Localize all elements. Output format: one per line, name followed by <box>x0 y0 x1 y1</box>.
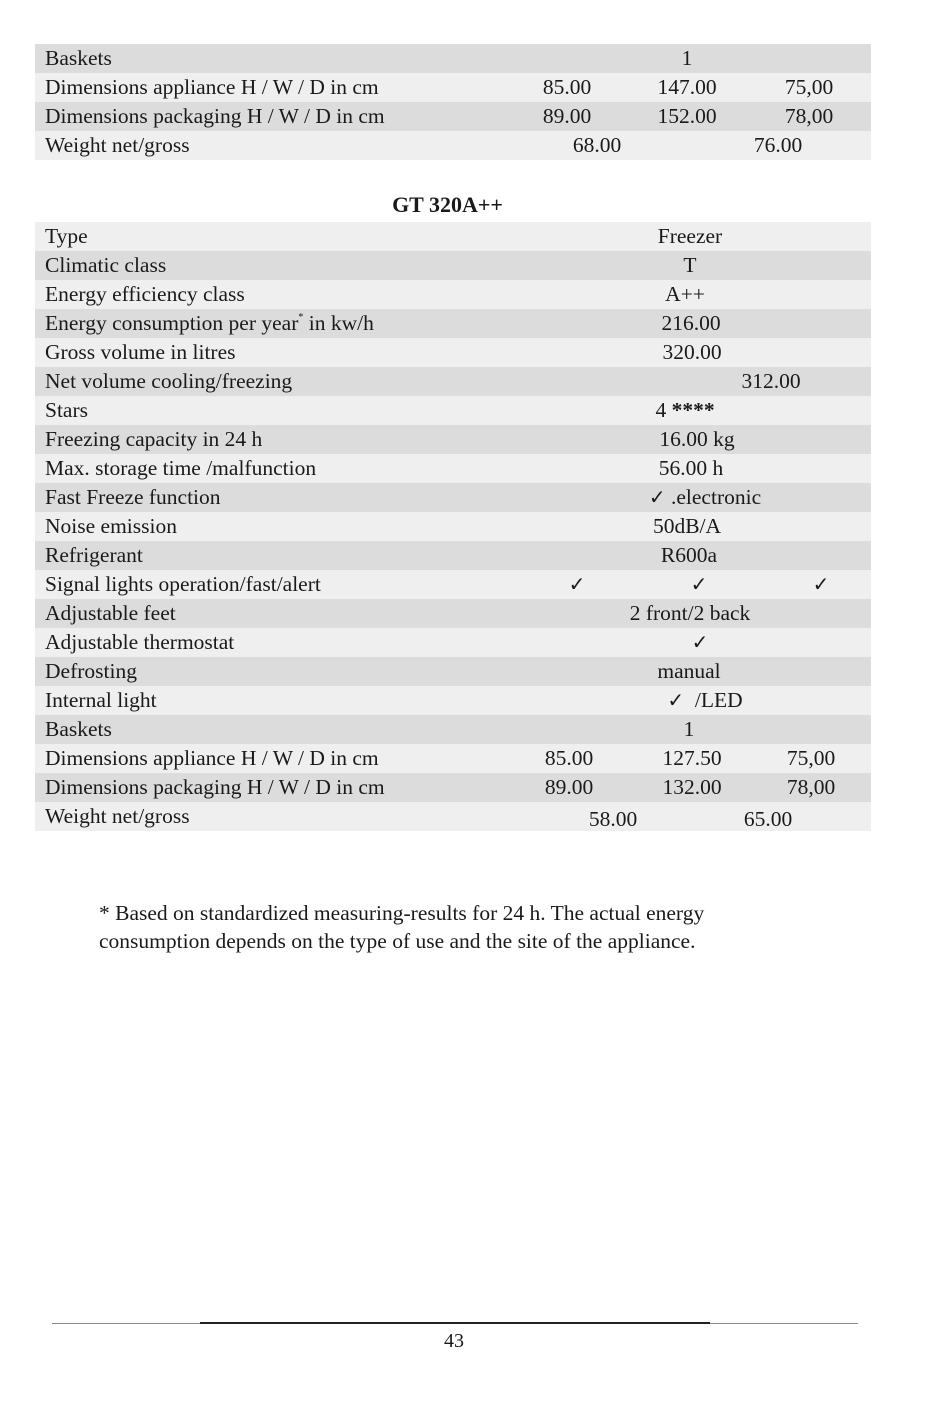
row-value: 16.00 kg <box>659 427 735 451</box>
table-row <box>35 512 871 541</box>
row-label: Energy efficiency class <box>45 282 245 306</box>
row-label: Signal lights operation/fast/alert <box>45 572 321 596</box>
row-label: Internal light <box>45 688 157 712</box>
row-label: Dimensions packaging H / W / D in cm <box>45 775 385 799</box>
table-row <box>35 222 871 251</box>
row-value: manual <box>657 659 721 683</box>
table-row <box>35 773 871 802</box>
row-label: Refrigerant <box>45 543 143 567</box>
row-label: Baskets <box>45 717 112 741</box>
row-value: 152.00 <box>657 104 717 128</box>
row-value: 1 <box>681 46 693 70</box>
row-value: 75,00 <box>786 746 836 770</box>
row-value: ✓ /LED <box>667 688 743 712</box>
row-label: Dimensions packaging H / W / D in cm <box>45 104 385 128</box>
row-value: 76.00 <box>753 133 803 157</box>
checkmark-icon: ✓ <box>812 572 830 596</box>
table-row <box>35 131 871 160</box>
row-label: Weight net/gross <box>45 804 190 828</box>
row-value: 312.00 <box>741 369 801 393</box>
row-label: Type <box>45 224 88 248</box>
row-label: Dimensions appliance H / W / D in cm <box>45 746 379 770</box>
row-value: ✓ .electronic <box>648 485 762 509</box>
row-label: Dimensions appliance H / W / D in cm <box>45 75 379 99</box>
footnote <box>99 899 859 955</box>
row-value: 320.00 <box>662 340 722 364</box>
row-value: 89.00 <box>544 775 594 799</box>
row-value: Freezer <box>657 224 723 248</box>
row-value: 85.00 <box>544 746 594 770</box>
table-row <box>35 541 871 570</box>
page-number: 43 <box>444 1330 464 1352</box>
row-label: Climatic class <box>45 253 167 277</box>
table-row <box>35 454 871 483</box>
row-label: Fast Freeze function <box>45 485 221 509</box>
row-value: 78,00 <box>786 775 836 799</box>
row-value: R600a <box>660 543 718 567</box>
row-label: Noise emission <box>45 514 177 538</box>
table-row <box>35 628 871 657</box>
row-value: 89.00 <box>542 104 592 128</box>
table-row <box>35 251 871 280</box>
row-label: Gross volume in litres <box>45 340 236 364</box>
row-value: A++ <box>665 282 705 306</box>
table-row <box>35 657 871 686</box>
row-value: 147.00 <box>657 75 717 99</box>
row-label: Adjustable feet <box>45 601 176 625</box>
row-value: 58.00 <box>588 807 638 831</box>
table-row <box>35 102 871 131</box>
footnote-line: consumption depends on the type of use and the site of the appliance. <box>99 929 696 953</box>
row-label: Stars <box>45 398 88 422</box>
table-row <box>35 73 871 102</box>
checkmark-icon: ✓ <box>690 572 708 596</box>
row-label: Net volume cooling/freezing <box>45 369 293 393</box>
model-title: GT 320A++ <box>392 192 503 217</box>
footnote-line: * Based on standardized measuring-results for 24 h. The actual energy <box>99 901 705 925</box>
row-label: Energy consumption per year* in kw/h <box>45 311 374 335</box>
table-row <box>35 715 871 744</box>
row-label: Baskets <box>45 46 112 70</box>
table-row <box>35 280 871 309</box>
table-row <box>35 44 871 73</box>
table-row <box>35 396 871 425</box>
row-value: 2 front/2 back <box>629 601 751 625</box>
checkmark-icon: ✓ <box>648 485 666 509</box>
table-row <box>35 338 871 367</box>
checkmark-icon: ✓ <box>568 572 586 596</box>
table-row <box>35 483 871 512</box>
row-label: Max. storage time /malfunction <box>45 456 317 480</box>
table-row <box>35 802 871 831</box>
row-label: Weight net/gross <box>45 133 190 157</box>
table-row <box>35 309 871 338</box>
table-row <box>35 570 871 599</box>
table-row <box>35 599 871 628</box>
row-value: 1 <box>683 717 695 741</box>
row-value: 50dB/A <box>652 514 722 538</box>
row-value: 216.00 <box>661 311 721 335</box>
row-label: Freezing capacity in 24 h <box>45 427 263 451</box>
table-row <box>35 686 871 715</box>
row-value: 75,00 <box>784 75 834 99</box>
checkmark-icon: ✓ <box>667 688 685 712</box>
model-spec-table <box>35 222 871 831</box>
row-value: 78,00 <box>784 104 834 128</box>
row-value: 127.50 <box>662 746 722 770</box>
row-value: 68.00 <box>572 133 622 157</box>
row-value: 4 **** <box>655 398 715 422</box>
row-label: Defrosting <box>45 659 137 683</box>
footnote-marker: * <box>298 312 304 323</box>
row-value: 132.00 <box>662 775 722 799</box>
row-value: T <box>683 253 697 277</box>
table-row <box>35 367 871 396</box>
checkmark-icon: ✓ <box>691 630 709 654</box>
row-label: Adjustable thermostat <box>45 630 235 654</box>
top-spec-table <box>35 44 871 160</box>
table-row <box>35 744 871 773</box>
row-value: 65.00 <box>743 807 793 831</box>
stars-rating: **** <box>671 398 715 422</box>
row-value: 85.00 <box>542 75 592 99</box>
table-row <box>35 425 871 454</box>
row-value: 56.00 h <box>658 456 724 480</box>
footer-rule-emphasis <box>200 1322 710 1324</box>
